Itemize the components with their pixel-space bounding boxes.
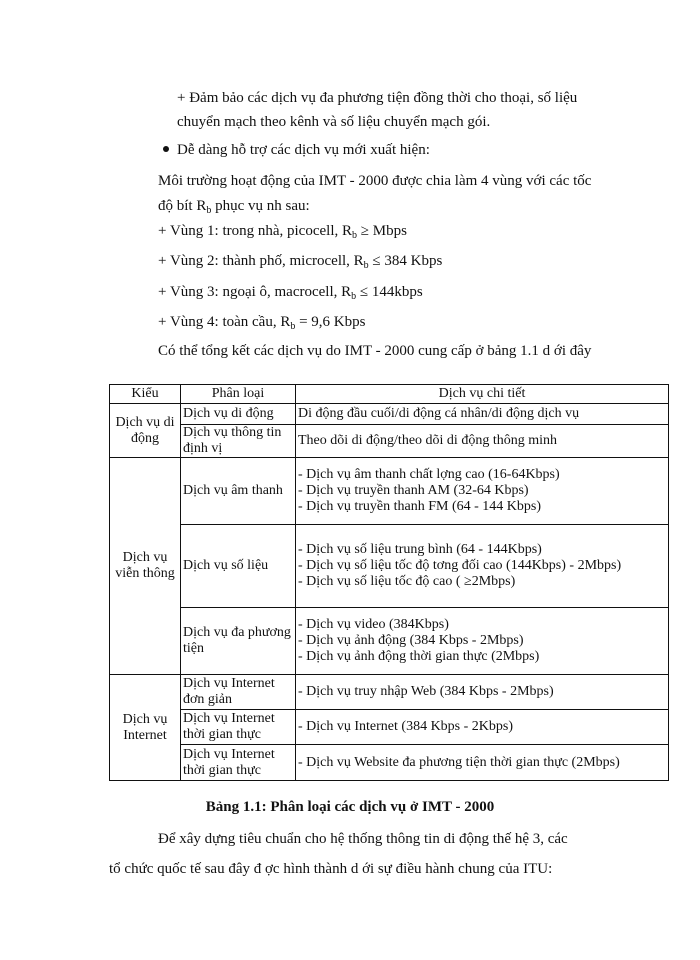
category-cell: Dịch vụ Internet thời gian thực [181, 745, 296, 781]
header-category: Phân loại [181, 385, 296, 404]
outro-line-2: tổ chức quốc tế sau đây đ ợc hình thành d ới sự điều hành chung của ITU: [109, 861, 553, 877]
zone-2: + Vùng 2: thành phố, microcell, $R_b \le 384$ Kbps [158, 253, 443, 271]
detail-line: - Dịch vụ số liệu tốc độ cao ( ≥2Mbps) [298, 574, 516, 589]
header-details: Dịch vụ chi tiết [296, 385, 669, 404]
detail-line: - Dịch vụ số liệu trung bình (64 - 144Kbps) [298, 542, 542, 557]
table-row [110, 404, 669, 425]
paragraph-line-1: Môi trường hoạt động của IMT - 2000 được chia làm 4 vùng với các tốc [158, 173, 592, 189]
type-cell-telecom: Dịch vụ viễn thông [110, 458, 181, 675]
category-cell: Dịch vụ Internet thời gian thực [181, 710, 296, 745]
summary-line: Có thể tổng kết các dịch vụ do IMT - 2000 cung cấp ở bảng 1.1 d ới đây [158, 343, 592, 359]
table-caption: Bảng 1.1: Phân loại các dịch vụ ở IMT - 2000 [205, 799, 495, 815]
details-cell [296, 525, 669, 608]
table-row [110, 425, 669, 458]
details-cell: Theo dõi di động/theo dõi di động thông minh [296, 425, 669, 458]
table-row [110, 710, 669, 745]
detail-line: - Dịch vụ âm thanh chất lợng cao (16-64Kbps) [298, 467, 560, 482]
table-row [110, 745, 669, 781]
zone-1: + Vùng 1: trong nhà, picocell, $R_b$ ≥ Mbps [158, 223, 407, 241]
category-cell: Dịch vụ âm thanh [181, 458, 296, 525]
paragraph-line-2: độ bít $R_b$ phục vụ nh sau: [158, 198, 310, 216]
intro-line-2: chuyển mạch theo kênh và số liệu chuyển mạch gói. [177, 114, 491, 130]
details-cell: - Dịch vụ Internet (384 Kbps - 2Kbps) [296, 710, 669, 745]
table-row [110, 608, 669, 675]
detail-line: - Dịch vụ ảnh động thời gian thực (2Mbps) [298, 649, 540, 664]
zone-4: + Vùng 4: toàn cầu, $R_b = 9,6$ Kbps [158, 314, 366, 332]
type-cell-mobile: Dịch vụ di động [110, 404, 181, 458]
header-type: Kiểu [110, 385, 181, 404]
type-cell-internet: Dịch vụ Internet [110, 675, 181, 781]
table-row [110, 525, 669, 608]
details-cell: - Dịch vụ Website đa phương tiện thời gian thực (2Mbps) [296, 745, 669, 781]
category-cell: Dịch vụ Internet đơn giản [181, 675, 296, 710]
bullet-icon [163, 146, 169, 152]
category-cell: Dịch vụ đa phương tiện [181, 608, 296, 675]
category-cell: Dịch vụ thông tin định vị [181, 425, 296, 458]
detail-line: - Dịch vụ ảnh động (384 Kbps - 2Mbps) [298, 633, 524, 648]
outro-line-1: Để xây dựng tiêu chuẩn cho hệ thống thông tin di động thế hệ 3, các [158, 831, 568, 847]
zone-3: + Vùng 3: ngoại ô, macrocell, $R_b$ ≤ 144kbps [158, 284, 423, 302]
detail-line: - Dịch vụ số liệu tốc độ tơng đối cao (144Kbps) - 2Mbps) [298, 558, 622, 573]
services-table [109, 384, 669, 781]
category-cell: Dịch vụ di động [181, 404, 296, 425]
bullet-text: Dễ dàng hỗ trợ các dịch vụ mới xuất hiện: [177, 142, 430, 158]
table-header-row [110, 385, 669, 404]
detail-line: - Dịch vụ truyền thanh FM (64 - 144 Kbps) [298, 499, 542, 514]
details-cell [296, 608, 669, 675]
details-cell: - Dịch vụ truy nhập Web (384 Kbps - 2Mbps) [296, 675, 669, 710]
detail-line: - Dịch vụ truyền thanh AM (32-64 Kbps) [298, 483, 529, 498]
category-cell: Dịch vụ số liệu [181, 525, 296, 608]
table-row [110, 458, 669, 525]
details-cell: Di động đầu cuối/di động cá nhân/di động dịch vụ [296, 404, 669, 425]
detail-line: - Dịch vụ video (384Kbps) [298, 617, 449, 632]
details-cell [296, 458, 669, 525]
intro-line-1: + Đảm bảo các dịch vụ đa phương tiện đồng thời cho thoại, số liệu [177, 90, 578, 106]
table-row [110, 675, 669, 710]
